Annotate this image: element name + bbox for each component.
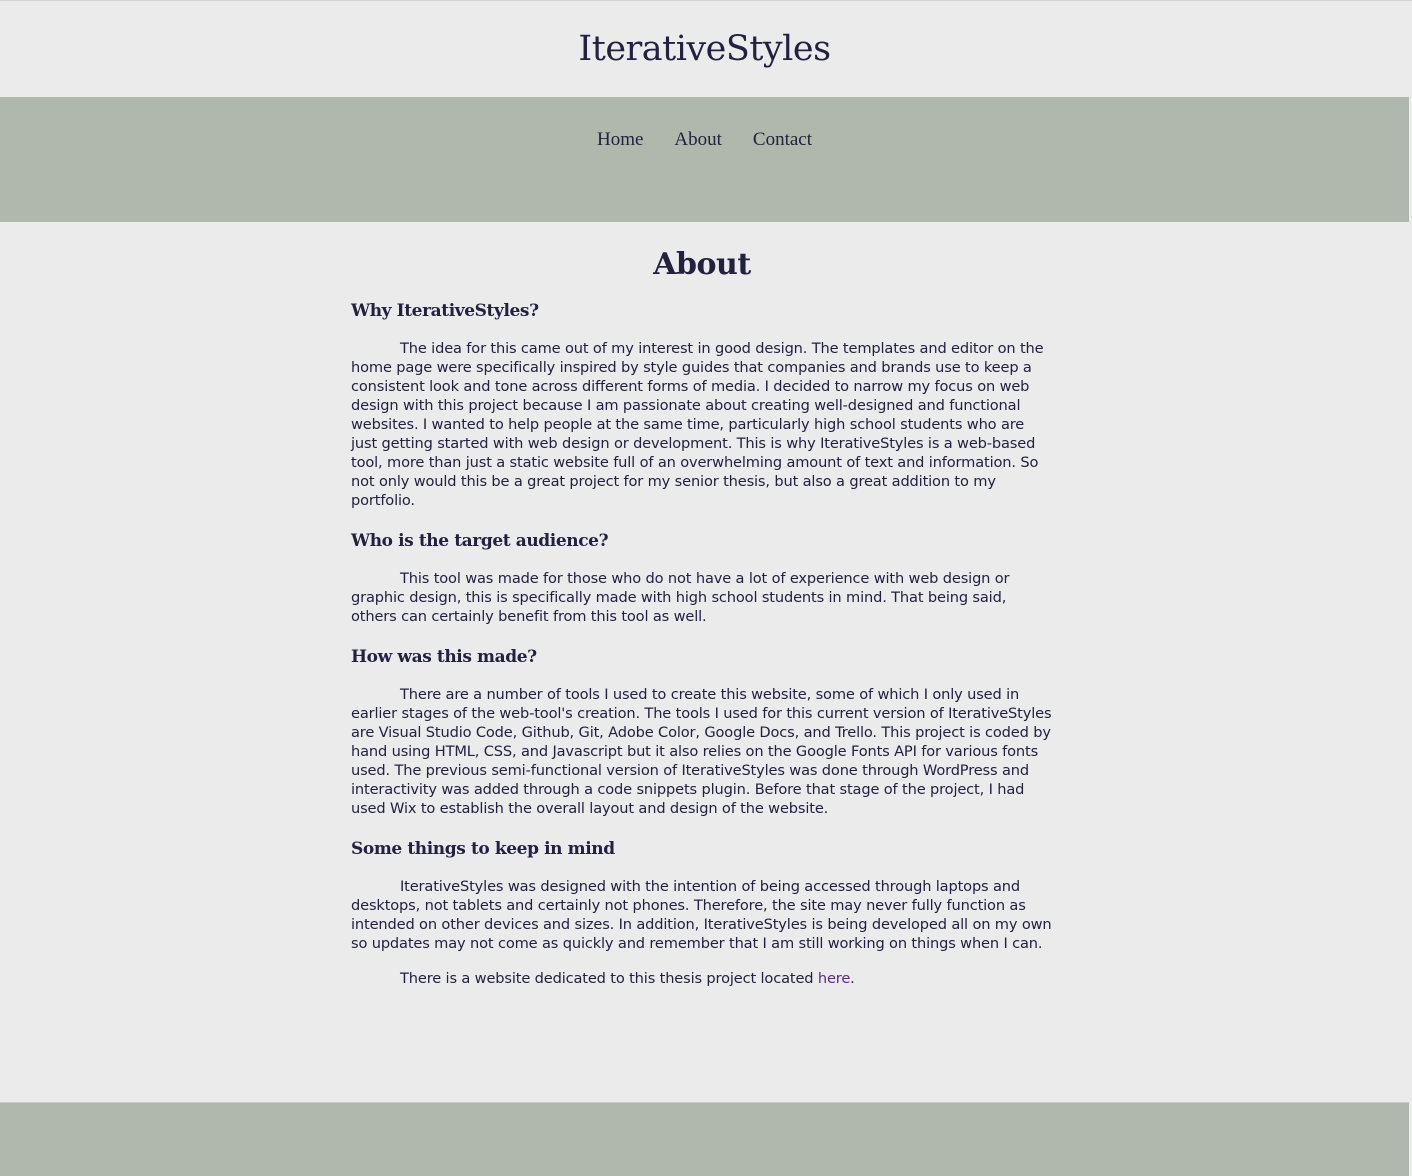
section-how-made xyxy=(351,645,1053,818)
nav-item-about[interactable]: About xyxy=(674,129,722,150)
site-header xyxy=(0,1,1409,97)
section-paragraph: The idea for this came out of my interest in good design. The templates and editor on the home page were specifically inspired by style guides that companies and brands use to keep a consistent look and tone across different forms of media. I decided to narrow my focus on web design with this project because I am passionate about creating well-designed and functional websites. I wanted to help people at the same time, particularly high school students who are just getting started with web design or development. This is why IterativeStyles is a web-based tool, more than just a static website full of an overwhelming amount of text and information. So not only would this be a great project for my senior thesis, but also a great addition to my portfolio. xyxy=(351,340,1044,509)
thesis-website-link[interactable]: here xyxy=(817,970,851,987)
section-audience xyxy=(351,529,1053,626)
nav-bar xyxy=(0,97,1409,222)
section-heading: How was this made? xyxy=(351,647,537,667)
section-heading: Why IterativeStyles? xyxy=(351,301,539,321)
nav-item-contact[interactable]: Contact xyxy=(752,129,813,150)
site-footer xyxy=(0,1102,1409,1176)
section-heading: Who is the target audience? xyxy=(351,531,609,551)
section-paragraph: There are a number of tools I used to create this website, some of which I only used in earlier stages of the web-tool's creation. The tools I used for this current version of IterativeStyles are Visual Studio Code, Github, Git, Adobe Color, Google Docs, and Trello. This project is coded by hand using HTML, CSS, and Javascript but it also relies on the Google Fonts API for various fonts used. The previous semi-functional version of IterativeStyles was done through WordPress and interactivity was added through a code snippets plugin. Before that stage of the project, I had used Wix to establish the overall layout and design of the website. xyxy=(351,686,1052,817)
page-title: About xyxy=(653,247,751,282)
closing-period: . xyxy=(850,970,855,987)
nav-list xyxy=(0,127,1409,153)
site-title[interactable]: IterativeStyles xyxy=(578,29,831,69)
section-keep-in-mind xyxy=(351,837,1053,988)
section-why xyxy=(351,299,1053,510)
main-content xyxy=(351,222,1053,988)
closing-paragraph xyxy=(351,969,1053,988)
section-paragraph: This tool was made for those who do not have a lot of experience with web design or graphic design, this is specifically made with high school students in mind. That being said, others can certainly benefit from this tool as well. xyxy=(351,570,1010,625)
section-heading: Some things to keep in mind xyxy=(351,839,615,859)
nav-item-home[interactable]: Home xyxy=(596,129,644,150)
section-paragraph: IterativeStyles was designed with the intention of being accessed through laptops and desktops, not tablets and certainly not phones. Therefore, the site may never fully function as intended on other devices and sizes. In addition, IterativeStyles is being developed all on my own so updates may not come as quickly and remember that I am still working on things when I can. xyxy=(351,878,1052,952)
closing-text: There is a website dedicated to this thesis project located xyxy=(400,970,818,987)
